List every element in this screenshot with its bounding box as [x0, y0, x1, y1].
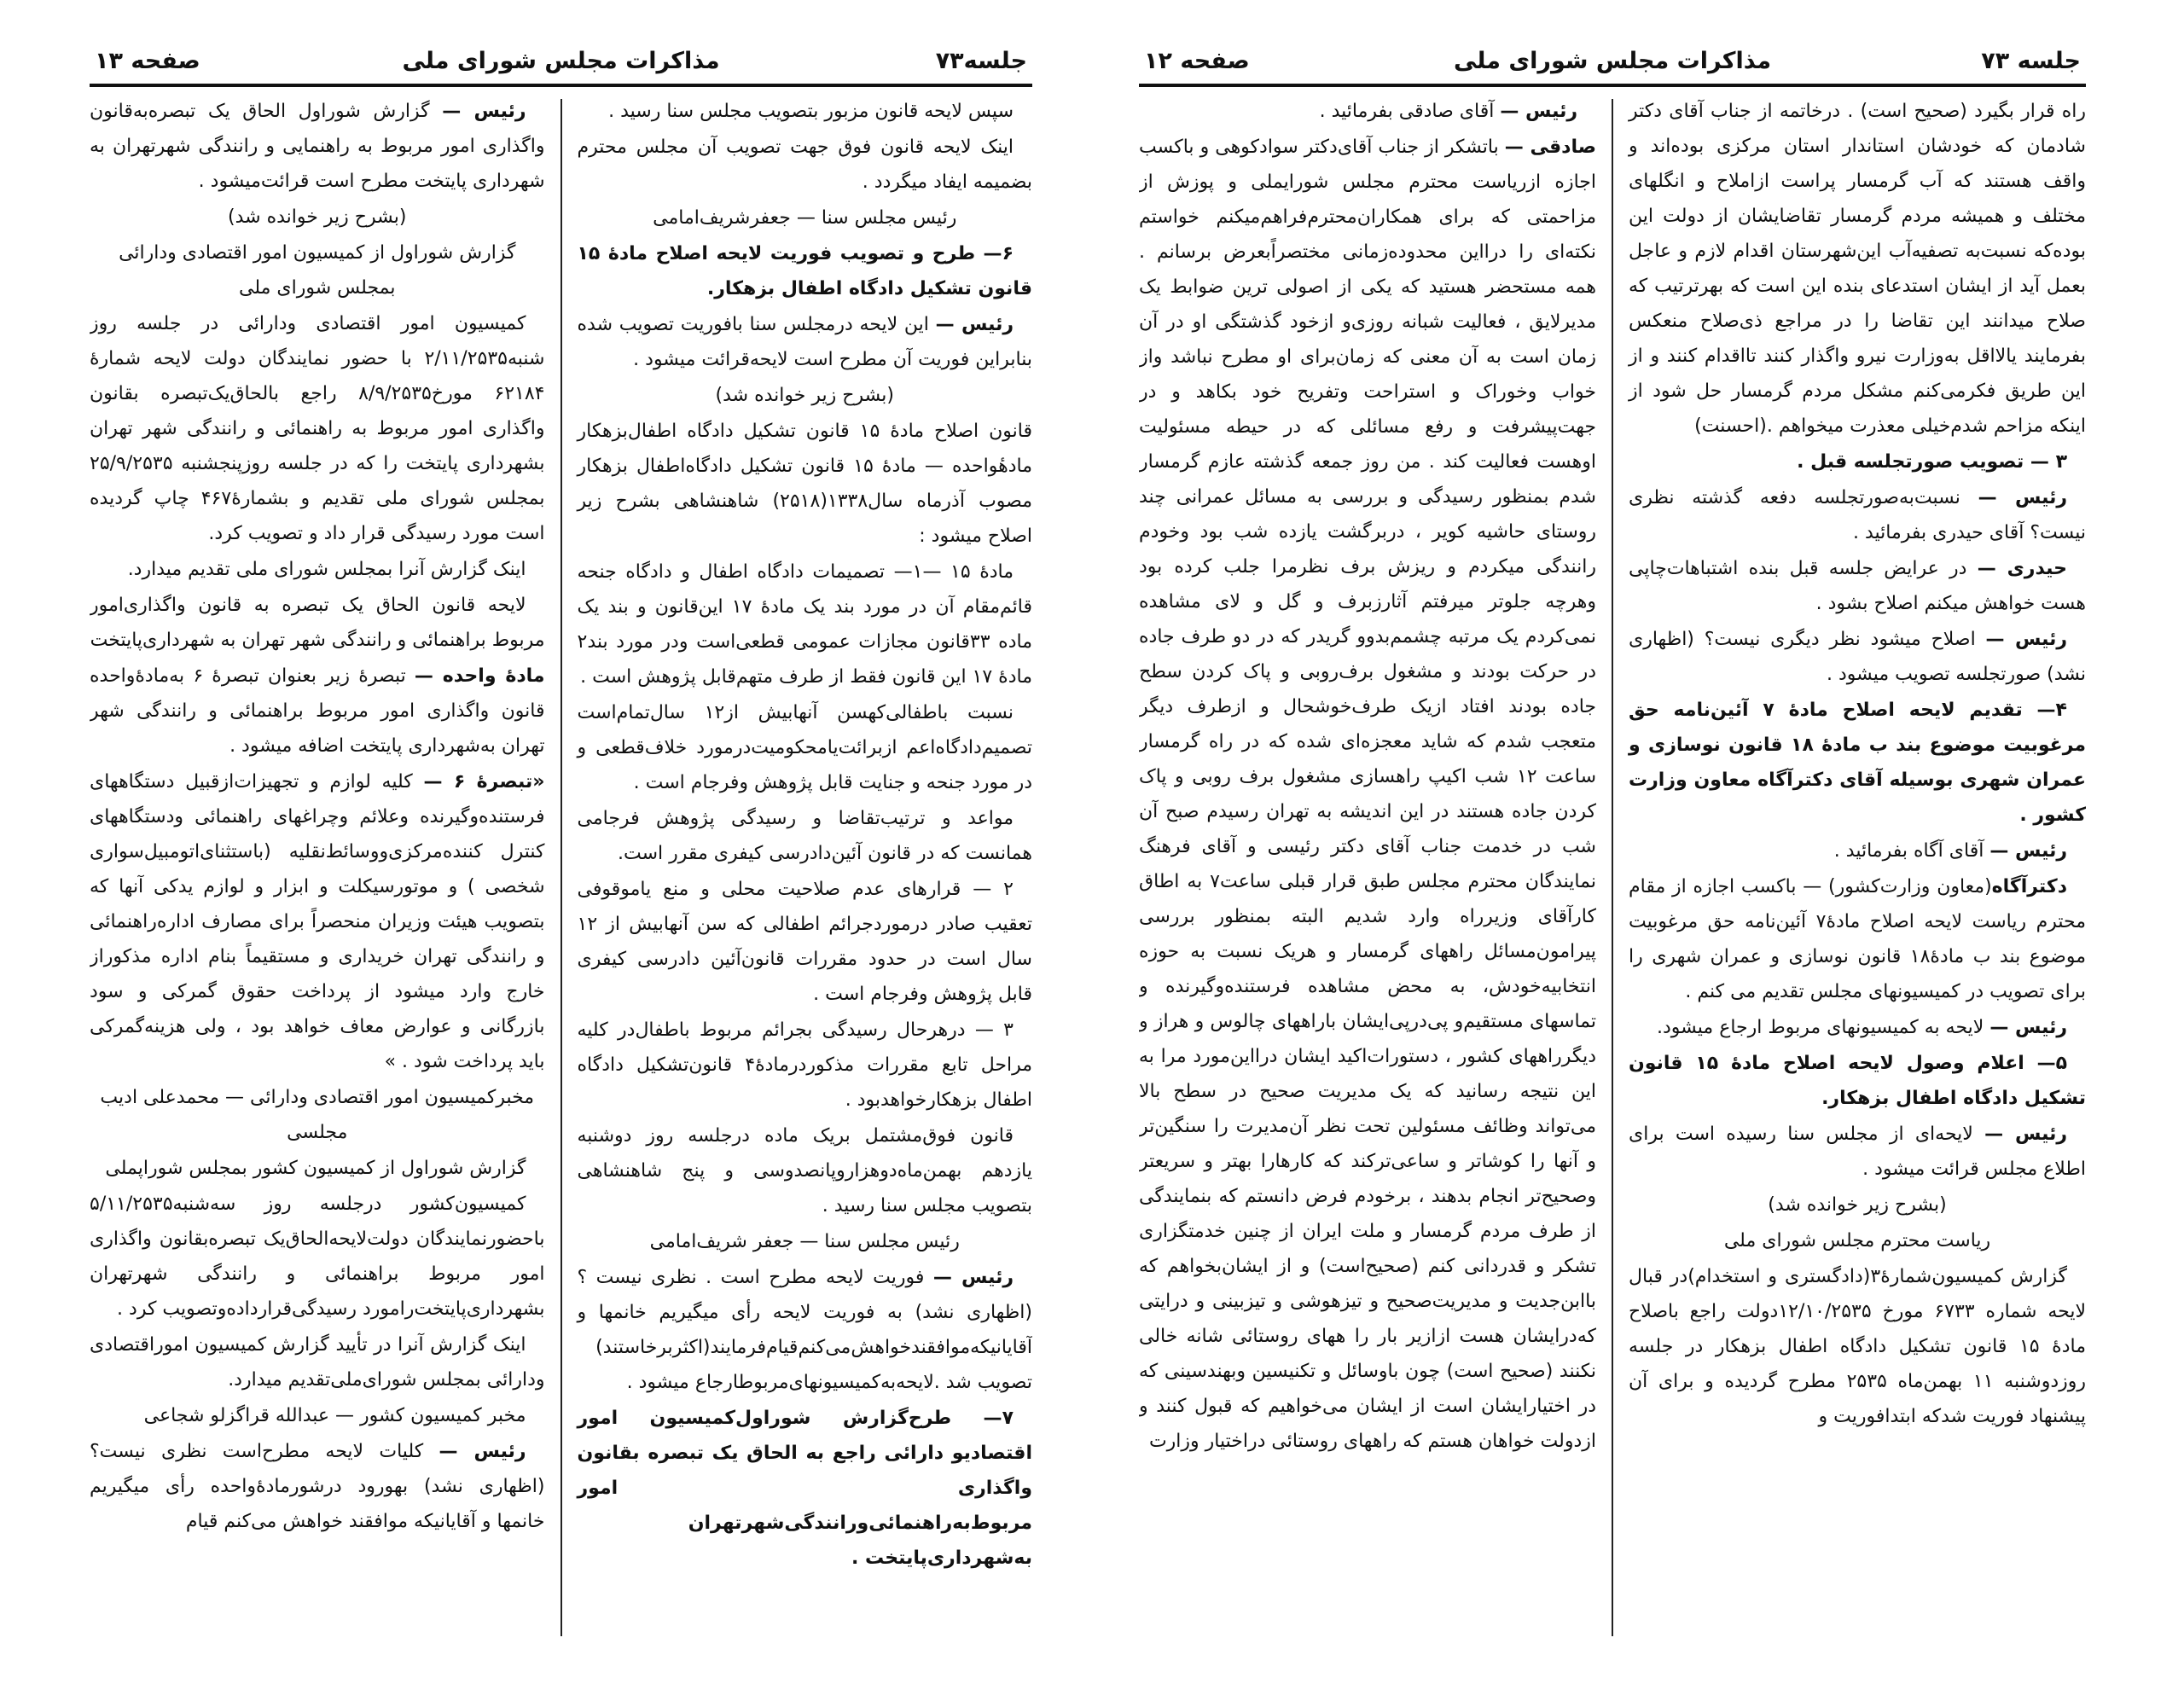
paragraph-text: مخبرکمیسیون امور اقتصادی ودارائی — محمدعلی ادیب مجلسی: [100, 1087, 535, 1143]
paragraph-text: لایحه‌ای از مجلس سنا رسیده است برای اطلاع مجلس قرائت میشود .: [1629, 1124, 2086, 1180]
speaker-label: مادهٔ واحده —: [414, 665, 545, 687]
paragraph-text: اصلاح میشود نظر دیگری نیست؟ (اظهاری نشد) صورتجلسه تصویب میشود .: [1629, 629, 2086, 685]
paragraph-text: نسبت‌به‌صورتجلسه دفعه گذشته نظری نیست؟ آقای حیدری بفرمائید .: [1629, 487, 2086, 543]
speaker-label: رئیس —: [932, 1267, 1014, 1288]
paragraph: [578, 1118, 1033, 1223]
paragraph-text: (بشرح زیر خوانده شد): [715, 385, 894, 406]
paragraph: [1629, 551, 2086, 621]
right-page-number: صفحه ۱۲: [1144, 47, 1250, 74]
paragraph: [1629, 94, 2086, 444]
paragraph: [90, 94, 545, 199]
paragraph: [578, 1224, 1033, 1259]
paragraph-text: قانون فوق‌مشتمل بریک ماده درجلسه روز دوشنبه یازدهم بهمن‌ماه‌دوهزاروپانصدوسی و پنج شاهنشاهی بتصویب مجلس سنا رسید .: [577, 1125, 1032, 1217]
paragraph: [578, 94, 1033, 129]
paragraph: [90, 306, 545, 551]
left-page-title: مذاکرات مجلس شورای ملی: [402, 47, 720, 74]
paragraph-text: ۲ — قرارهای عدم صلاحیت محلی و منع یاموقوفی تعقیب صادر درموردجرائم اطفالی که سن آنهابیش از ۱۲ سال است در حدود مقررات قانون‌آئین دادرسی کیفری قابل پژوهش وفرجام است .: [577, 879, 1032, 1005]
paragraph-text: کمیسیون امور اقتصادی ودارائی در جلسه روز شنبه۲/۱۱/۲۵۳۵ با حضور نمایندگان دولت لایحه شمارهٔ ۶۲۱۸۴ مورخ۸/۹/۲۵۳۵ راجع بالحاق‌یک‌تبصره بقانون واگذاری امور مربوط به راهنمائی و رانندگی شهر تهران بشهرداری پایتخت را که در جلسه روزپنجشنبه ۲۵/۹/۲۵۳۵ بمجلس شورای ملی تقدیم و بشمارهٔ۴۶۷ چاپ گردیده است مورد رسیدگی قرار داد و تصویب کرد.: [90, 313, 545, 544]
paragraph: [90, 200, 545, 235]
paragraph: [90, 1187, 545, 1327]
agenda-heading: [1629, 444, 2086, 479]
paragraph-text: اینک گزارش آنرا بمجلس شورای ملی تقدیم میدارد.: [127, 559, 526, 580]
paragraph: [90, 1080, 545, 1150]
speaker-label: رئیس —: [1989, 1017, 2067, 1038]
paragraph: [578, 801, 1033, 871]
speaker-label: حیدری —: [1977, 558, 2068, 579]
right-page-column-0: [1139, 94, 1612, 1641]
paragraph-text: (بشرح زیر خوانده شد): [228, 206, 407, 228]
paragraph-text: آقای صادقی بفرمائید .: [1319, 101, 1501, 122]
paragraph: [1629, 1010, 2086, 1045]
paragraph-text: ۳ — درهرحال رسیدگی بجرائم مربوط باطفال‌در کلیه مراحل تابع مقررات مذکوردرمادهٔ۴ قانون‌تشکیل دادگاه اطفال بزهکارخواهدبود .: [577, 1019, 1032, 1111]
speaker-label: رئیس —: [1978, 487, 2067, 508]
paragraph-text: کلیات لایحه مطرح‌است نظری نیست؟ (اظهاری نشد) بهورود درشورمادهٔ‌واحده رأی میگیریم خانمها و آقایانیکه موافقند خواهش می‌کنم قیام: [90, 1441, 545, 1532]
paragraph: [578, 555, 1033, 694]
paragraph: [1629, 1188, 2086, 1222]
left-page: [90, 38, 1032, 1641]
paragraph-text: این لایحه درمجلس سنا بافوریت تصویب شده بنابراین فوریت آن مطرح است لایحه‌قرائت میشود .: [577, 314, 1032, 370]
paragraph-text: آقای آگاه بفرمائید .: [1833, 840, 1990, 862]
paragraph-text: ۴— تقدیم لایحه اصلاح مادهٔ ۷ آئین‌نامه حق مرغوبیت موضوع بند ب مادهٔ ۱۸ قانون نوسازی و عمران شهری بوسیله آقای دکترآگاه معاون وزارت کشور .: [1629, 700, 2086, 826]
paragraph-text: سپس لایحه قانون مزبور بتصویب مجلس سنا رسید .: [608, 101, 1014, 122]
speaker-label: «تبصرهٔ ۶ —: [423, 771, 545, 793]
paragraph-text: مخبر کمیسیون کشور — عبدالله قراگزلو شجاعی: [143, 1405, 526, 1426]
paragraph: [1629, 833, 2086, 868]
paragraph-text: تبصرهٔ زیر بعنوان تبصرهٔ ۶ به‌مادهٔ‌واحده قانون واگذاری امور مربوط براهنمائی و رانندگی شهر تهران به‌شهرداری پایتخت اضافه میشود .: [90, 665, 545, 757]
right-page-header: [1139, 38, 2086, 87]
paragraph-text: باتشکر از جناب آقای‌دکتر سوادکوهی و باکسب اجازه ازریاست محترم مجلس شورایملی و پوزش از مزاحمتی که برای همکاران‌محترم‌فراهم‌میکنم خواستم نکته‌ای را درااین محدوده‌زمانی مختصراًبعرض برسانم . همه مستحضر هستید که یکی از اصولی ترین ضوابط یک مدیرلایق ، فعالیت شبانه روزی‌و ازخود گذشتگی او در آن زمان است به آن معنی که زمان‌برای او مطرح نباشد واز خواب وخوراک و استراحت وتفریح خود بکاهد و در جهت‌پیشرفت و رفع مسائلی که در حیطه مسئولیت اوهست فعالیت کند . من روز جمعه گذشته عازم گرمسار شدم بمنظور رسیدگی و بررسی به مسائل عمرانی چند روستای حاشیه کویر ، دربرگشت یازده شب بود وخودم رانندگی میکردم و ریزش برف نظرمرا جلب کرده بود وهرچه جلوتر میرفتم آثارزبرف و گل و لای مشاهده نمی‌کردم یک مرتبه چشمم‌بدوو گریدر که در دو طرف جاده در حرکت بودند و مشغول برف‌روبی و پاک کردن سطح جاده بودند افتاد ازیک طرف‌خوشحال و ازطرف دیگر متعجب شدم که شاید معجزه‌ای شده که در راه گرمسار ساعت ۱۲ شب اکیپ راهسازی مشغول برف روبی و پاک کردن جاده هستند در این اندیشه به تهران رسیدم صبح آن شب در خدمت جناب آقای دکتر رئیسی و آقای فرهنگ نمایندگان محترم مجلس طبق قرار قبلی ساعت۷ به اطاق کارآقای وزیرراه وارد شدیم البته بمنظور بررسی پیرامون‌مسائل راههای گرمسار و هریک نسبت به حوزه انتخابیه‌خودش، به محض مشاهده فرستنده‌وگیرنده و تماسهای مستقیم‌و پی‌درپی‌ایشان باراههای چالوس و هراز و دیگرراههای کشور ، دستورات‌اکید ایشان درااین‌مورد مرا به این نتیجه رسانید که یک مدیریت صحیح در سطح بالا می‌تواند وظائف مسئولین تحت نظر آن‌مدیرت را سنگین‌تر و آنها را کوشاتر و ساعی‌ترکند که کارهارا بهتر و سریعتر وصحیح‌تر انجام بدهند ، برخودم فرض دانستم که بنمایندگی از طرف مردم گرمسار و ملت ایران از چنین خدمتگزاری تشکر و قدردانی کنم (صحیح‌است) و از ایشان‌بخواهم که باابن‌جدیت و مدیریت‌صحیح و تیزهوشی و تیزبینی و درایتی که‌درایشان هست ازازیر بار را ههای روستائی شانه خالی نکنند (صحیح است) چون باوسائل و تکنیسین وبهندسینی که در اختیارایشان است از ایشان می‌خواهیم که قبول کنند و ازدولت خواهان هستم که راههای روستائی دراختیار وزارت: [1139, 136, 1597, 1452]
paragraph: [1629, 1117, 2086, 1187]
paragraph: [1139, 130, 1596, 1459]
paragraph: [578, 378, 1033, 413]
paragraph: [90, 1327, 545, 1397]
paragraph-text: رئیس مجلس سنا — جعفر شریف‌امامی: [649, 1231, 960, 1252]
paragraph-text: راه قرار بگیرد (صحیح است) . درخاتمه از جناب آقای دکتر شادمان که خودشان استاندار استان مرکزی بوده‌اند و واقف هستند که آب گرمسار پراست ازاملاح و انگلهای مختلف و همیشه مردم گرمسار تقاضایشان از دولت این بوده‌که نسبت‌به تصفیه‌آب این‌شهرستان اقدام لازم و عاجل بعمل آید از ایشان استدعای بنده این است که بهرترتیب که صلاح میدانند این تقاضا را در مراجع ذی‌صلاح منعکس بفرمایند یالااقل به‌وزارت نیرو واگذار کنند تااقدام کنند و از این طریق فکرمی‌کنم مشکل مردم گرمسار حل شود از اینکه مزاحم شدم‌خیلی معذرت میخواهم .(احسنت): [1629, 101, 2086, 437]
agenda-heading: [578, 236, 1033, 306]
paragraph-text: نسبت باطفالی‌کهسن آنهابیش از۱۲ سال‌تمام‌است تصمیم‌دادگاه‌اعم از‌برائت‌یامحکومیت‌درمورد خلاف‌قطعی و در مورد جنحه و جنایت قابل پژوهش وفرجام است .: [577, 702, 1032, 793]
paragraph-text: لایحه به کمیسیونهای مربوط ارجاع میشود.: [1657, 1017, 1990, 1038]
paragraph: [1629, 1259, 2086, 1434]
speaker-label: رئیس —: [1984, 1124, 2067, 1145]
paragraph: [578, 200, 1033, 235]
agenda-heading: [578, 1401, 1033, 1576]
right-page-column-1: [1613, 94, 2086, 1641]
paragraph: [1629, 1223, 2086, 1258]
paragraph: [90, 588, 545, 658]
paragraph-text: قانون اصلاح مادهٔ ۱۵ قانون تشکیل دادگاه اطفال‌بزهکار مادهٔواحده — مادهٔ ۱۵ قانون تشکیل دادگاه‌اطفال بزهکار مصوب آذرماه سال۱۳۳۸(۲۵۱۸) شاهنشاهی بشرح زیر اصلاح میشود :: [577, 421, 1032, 547]
agenda-heading: [1629, 1046, 2086, 1116]
right-page: [1139, 38, 2086, 1641]
paragraph-text: گزارش شوراول از کمیسیون کشور بمجلس شوراپملی: [105, 1158, 526, 1179]
paragraph: [90, 1151, 545, 1186]
paragraph: [90, 659, 545, 764]
paragraph-text: رئیس مجلس سنا — جعفرشریف‌امامی: [653, 207, 957, 229]
paragraph: [90, 1434, 545, 1539]
paragraph-text: در عرایض جلسه قبل بنده اشتباهات‌چاپی هست خواهش میکنم اصلاح بشود .: [1629, 558, 2086, 614]
speaker-label: رئیس —: [1989, 840, 2067, 862]
speaker-label: رئیس —: [442, 101, 526, 122]
paragraph-text: ۶— طرح و تصویب فوریت لایحه اصلاح مادهٔ ۱۵ قانون تشکیل دادگاه اطفال بزهکار.: [577, 243, 1032, 299]
paragraph-text: فوریت لایحه مطرح است . نظری نیست ؟ (اظهاری نشد) به فوریت لایحه رأی میگیریم خانمها و آقایانیکه‌موافقندخواهش‌می‌کنم‌قیام‌فرمایند(اکثربرخاستند) تصویب شد .لایحه‌به‌کمیسیونهای‌مربوطارجاع میشود .: [577, 1267, 1032, 1393]
paragraph: [1629, 622, 2086, 692]
paragraph-text: ۳ — تصویب صورتجلسه قبل .: [1797, 451, 2067, 473]
paragraph: [90, 764, 545, 1079]
paragraph-text: (بشرح زیر خوانده شد): [1768, 1194, 1947, 1216]
paragraph: [578, 414, 1033, 554]
paragraph: [1139, 94, 1596, 129]
paragraph: [578, 872, 1033, 1012]
speaker-label: رئیس —: [439, 1441, 526, 1462]
paragraph-text: اینک لایحه قانون فوق جهت تصویب آن مجلس محترم بضمیمه ایفاد میگردد .: [577, 136, 1032, 193]
paragraph-text: ۷— طرح‌گزارش شوراول‌کمیسیون امور اقتصادیو دارائی راجع به الحاق یک تبصره بقانون واگذاری امور مربوط‌به‌راهنمائی‌ورانندگی‌شهرتهران به‌شهرداری‌پایتخت .: [577, 1408, 1032, 1569]
paragraph: [90, 235, 545, 305]
paragraph-text: (معاون وزارت‌کشور) — باکسب اجازه از مقام محترم ریاست لایحه اصلاح مادهٔ۷ آئین‌نامه حق مرغوبیت موضوع بند ب مادهٔ۱۸ قانون نوسازی و عمران شهری را برای تصویب در کمیسیونهای مجلس تقدیم می کنم .: [1629, 876, 2086, 1002]
column-divider: [1612, 99, 1613, 1636]
speaker-label: رئیس —: [935, 314, 1014, 335]
paragraph: [1629, 869, 2086, 1009]
left-page-column-1: [562, 94, 1033, 1641]
paragraph-text: ۵— اعلام وصول لایحه اصلاح مادهٔ ۱۵ قانون تشکیل دادگاه اطفال بزهکار.: [1629, 1053, 2086, 1109]
right-session-label: جلسه ۷۳: [1981, 47, 2081, 74]
right-page-title: مذاکرات مجلس شورای ملی: [1453, 47, 1772, 74]
paragraph-text: گزارش کمیسیون‌شمارهٔ۳(دادگستری و استخدام)در قبال لایحه شماره ۶۷۳۳ مورخ ۱۲/۱۰/۲۵۳۵دولت راجع باصلاح مادهٔ ۱۵ قانون تشکیل دادگاه اطفال بزهکار در جلسه روزدوشنبه ۱۱ بهمن‌ماه ۲۵۳۵ مطرح گردیده و برای آن پیشنهاد فوریت شدکه ابتدافوریت و: [1629, 1266, 2086, 1427]
paragraph-text: مادهٔ ۱۵ —۱— تصمیمات دادگاه اطفال و دادگاه جنحه قائم‌مقام آن در مورد بند یک مادهٔ ۱۷ این‌قانون و بند یک ماده ۳۳قانون مجازات عمومی قطعی‌است ودر مورد بند۲ مادهٔ ۱۷ این قانون فقط از طرف متهم‌قابل پژوهش است .: [577, 561, 1032, 688]
paragraph-text: اینک گزارش آنرا در تأیید گزارش کمیسیون امور‌اقتصادی ودارائی بمجلس شورای‌ملی‌تقدیم میدارد.: [90, 1334, 545, 1391]
paragraph-text: مواعد و ترتیب‌تقاضا و رسیدگی پژوهش فرجامی همانست که در قانون آئین‌دادرسی کیفری مقرر است.: [577, 808, 1032, 864]
speaker-label: رئیس —: [1500, 101, 1577, 122]
left-session-label: جلسه۷۳: [935, 47, 1027, 74]
paragraph: [578, 1260, 1033, 1400]
speaker-label: صادقی —: [1504, 136, 1596, 158]
paragraph: [90, 1398, 545, 1433]
paragraph: [1629, 480, 2086, 550]
agenda-heading: [1629, 693, 2086, 833]
paragraph: [90, 552, 545, 587]
paragraph-text: لایحه قانون الحاق یک تبصره به قانون واگذاری‌امور مربوط براهنمائی و رانندگی شهر تهران به شهرداری‌پایتخت: [90, 595, 545, 651]
paragraph-text: کمیسیون‌کشور درجلسه روز سه‌شنبه۵/۱۱/۲۵۳۵ باحضورنمایندگان دولت‌لایحه‌الحاق‌یک تبصره‌بقانون واگذاری امور مربوط براهنمائی و رانندگی شهرتهران بشهرداری‌پایتخت‌رامورد رسیدگی‌قرارداده‌وتصویب کرد .: [90, 1193, 545, 1320]
paragraph: [578, 307, 1033, 377]
paragraph: [578, 130, 1033, 200]
paragraph-text: ریاست محترم مجلس شورای ملی: [1723, 1230, 1991, 1251]
paragraph-text: گزارش شوراول از کمیسیون امور اقتصادی ودارائی بمجلس شورای ملی: [119, 242, 516, 299]
paragraph-text: گزارش شوراول الحاق یک تبصره‌به‌قانون واگذاری امور مربوط به راهنمایی و رانندگی شهرتهران به شهرداری پایتخت مطرح است قرائت‌میشود .: [90, 101, 545, 192]
left-page-number: صفحه ۱۳: [95, 47, 200, 74]
paragraph-text: کلیه لوازم و تجهیزات‌ازقبیل دستگاههای فرستنده‌وگیرنده وعلائم وچراغهای راهنمائی ودستگاههای کنترل کننده‌مرکزی‌ووسائط‌نقلیه (باستثنای‌اتومبیل‌سواری شخصی ) و موتورسیکلت و ابزار و لوازم یدکی آنها که بتصویب هیئت وزیران منحصراً برای مصارف اداره‌راهنمائی و رانندگی تهران خریداری و مستقیماً بنام اداره مذکوراز خارج وارد میشود از پرداخت حقوق گمرکی و سود بازرگانی و عوارض معاف خواهد بود ، ولی هزینه‌گمرکی باید پرداخت شود . »: [90, 771, 545, 1072]
left-page-column-0: [90, 94, 561, 1641]
speaker-label: رئیس —: [1985, 629, 2067, 650]
speaker-label: دکترآگاه: [1991, 876, 2067, 897]
paragraph: [578, 1013, 1033, 1118]
left-page-header: [90, 38, 1032, 87]
paragraph: [578, 695, 1033, 800]
column-divider: [561, 99, 562, 1636]
